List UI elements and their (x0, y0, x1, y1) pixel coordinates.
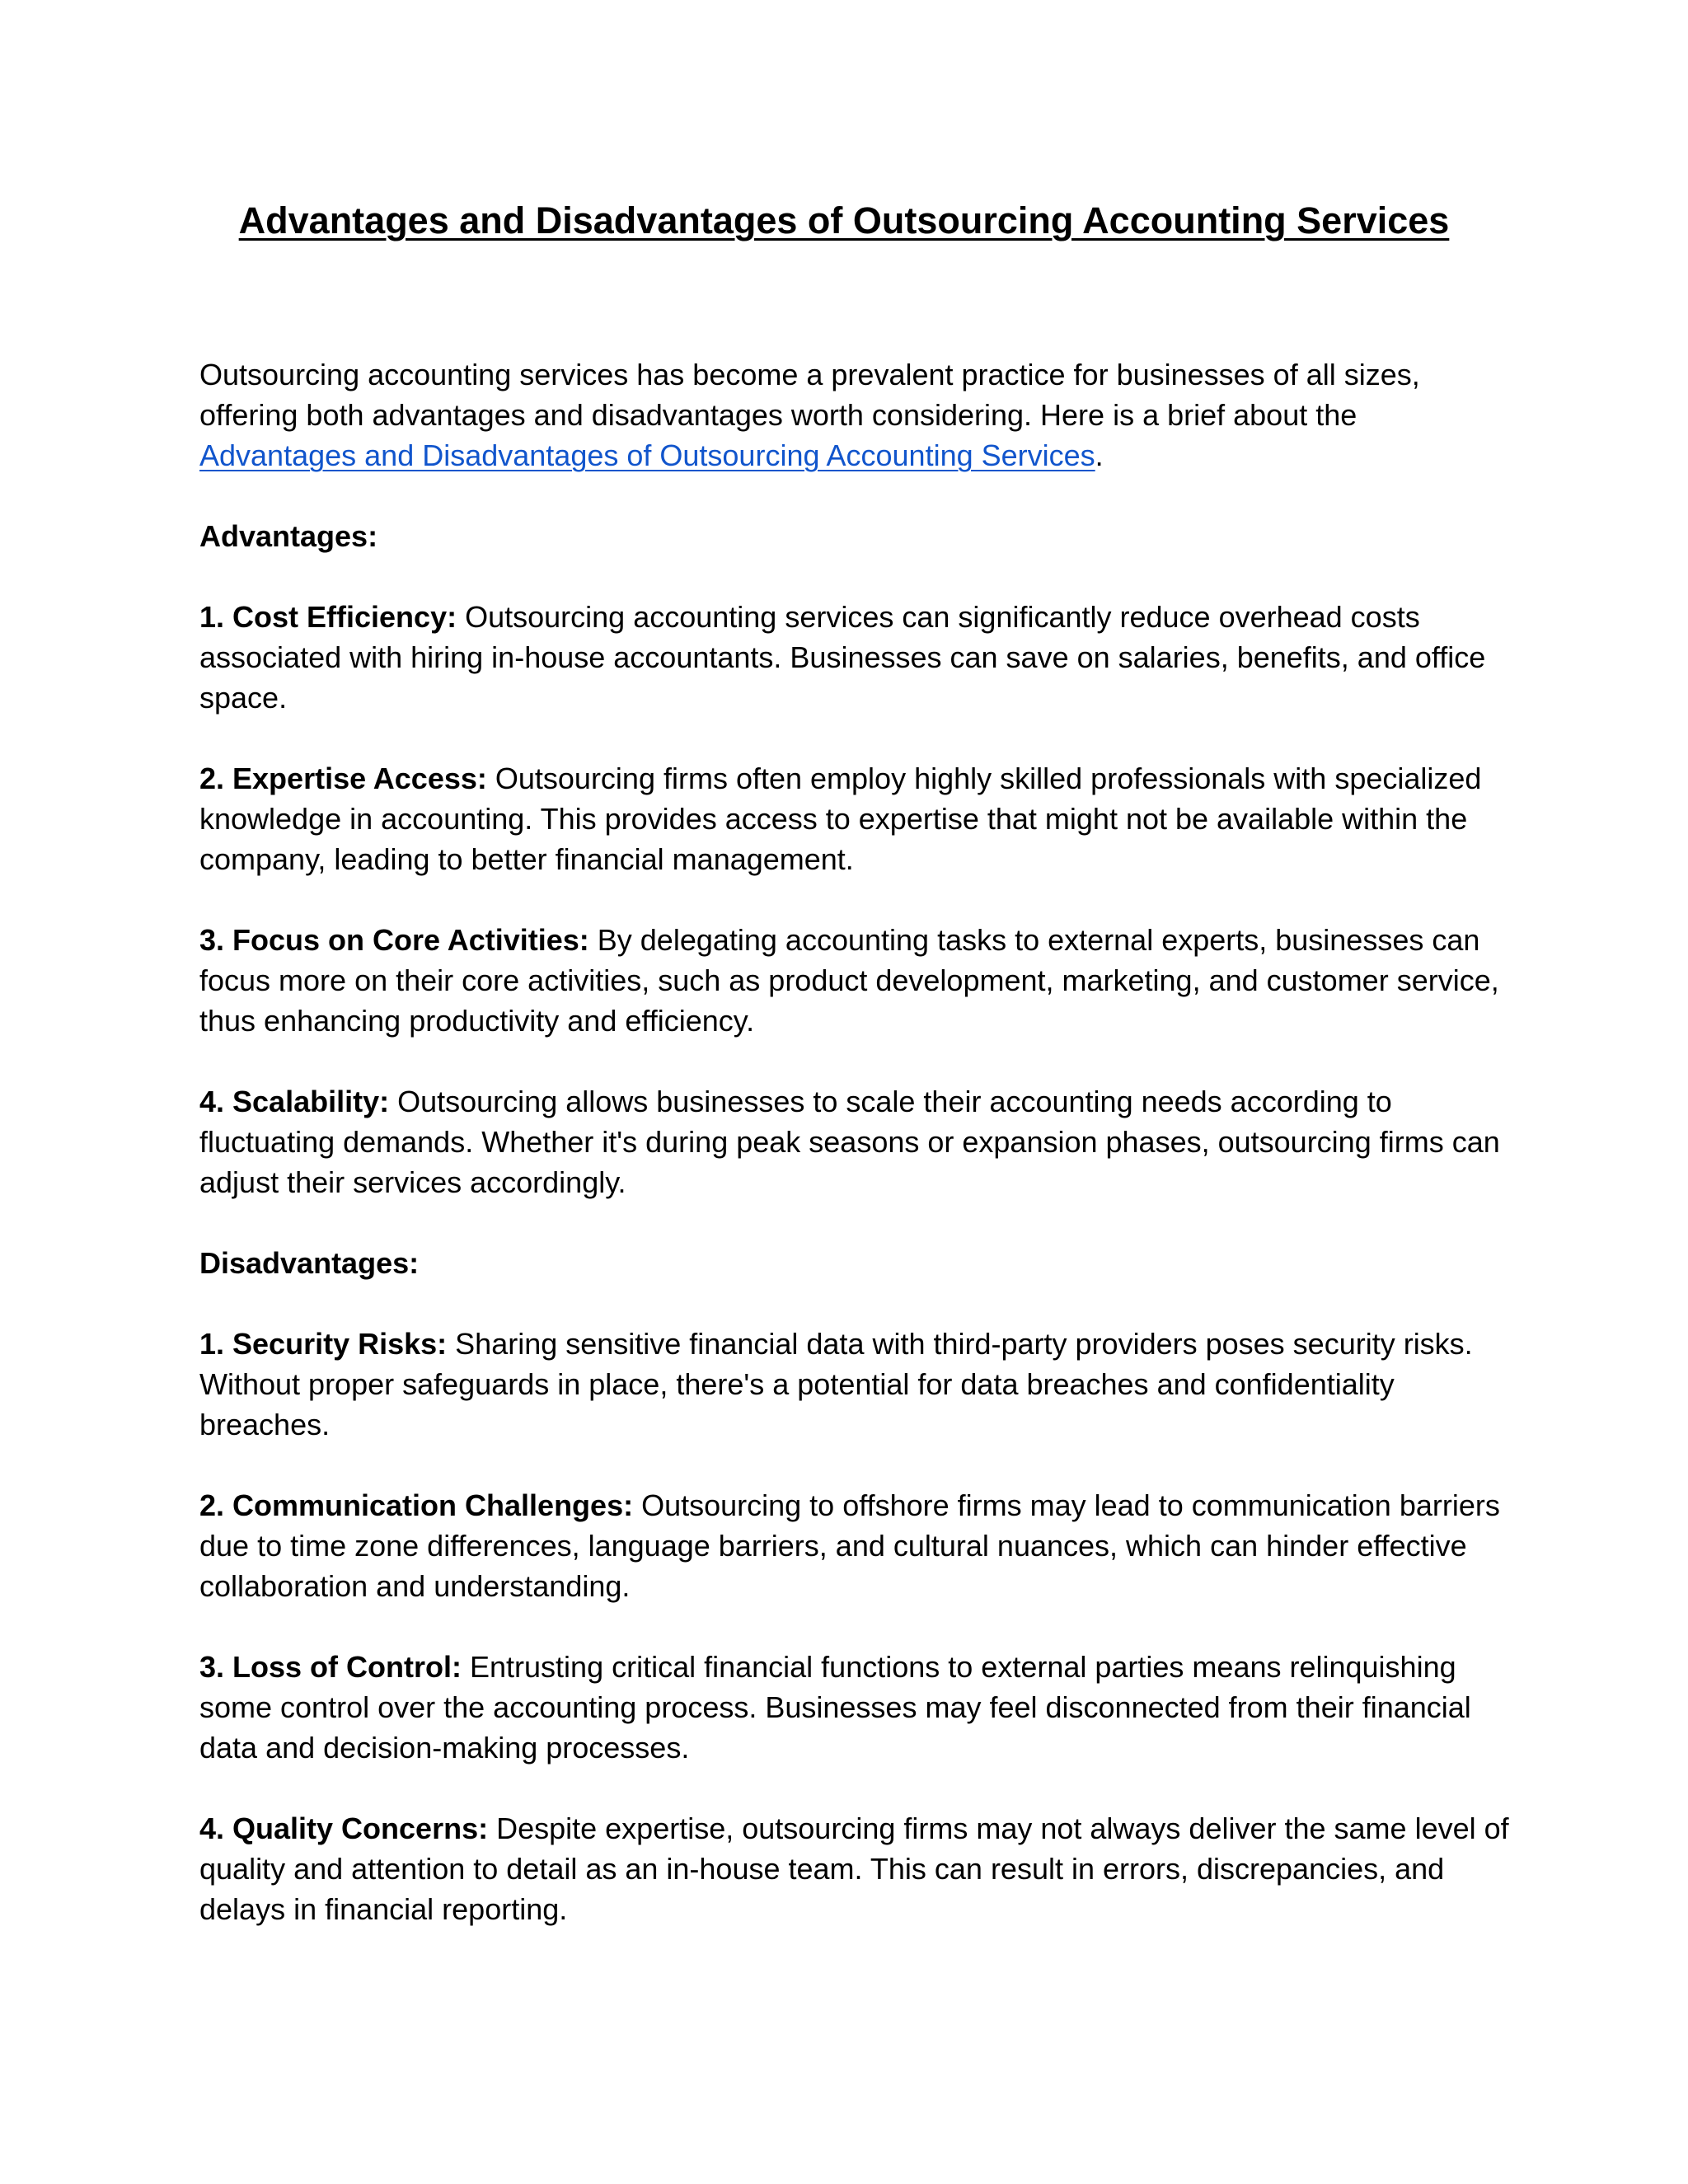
advantage-item (199, 920, 1518, 1041)
disadvantage-text: Entrusting critical financial functions to external parties means relinquishing some control over the accounting process. Businesses may feel disconnected from their financial data and decision-making processes. (199, 1650, 1471, 1765)
advantage-label: 1. Cost Efficiency: (199, 600, 457, 634)
disadvantage-text: Sharing sensitive financial data with third-party providers poses security risks. Without proper safeguards in place, there's a potential for data breaches and confidentiality breaches. (199, 1327, 1473, 1441)
advantage-text: Outsourcing allows businesses to scale their accounting needs according to fluctuating demands. Whether it's during peak seasons or expansion phases, outsourcing firms can adjust their services accordingly. (199, 1085, 1500, 1199)
advantages-heading: Advantages: (199, 519, 378, 553)
disadvantage-text: Outsourcing to offshore firms may lead to communication barriers due to time zone differences, language barriers, and cultural nuances, which can hinder effective collaboration and understanding. (199, 1488, 1500, 1603)
disadvantage-label: 4. Quality Concerns: (199, 1811, 489, 1845)
disadvantages-heading: Disadvantages: (199, 1246, 420, 1280)
intro-paragraph (199, 354, 1518, 476)
advantage-text: Outsourcing firms often employ highly skilled professionals with specialized knowledge in accounting. This provides access to expertise that might not be available within the company, leading to better financial management. (199, 762, 1482, 876)
disadvantage-item (199, 1324, 1518, 1445)
advantage-text: Outsourcing accounting services can significantly reduce overhead costs associated with hiring in-house accountants. Businesses can save on salaries, benefits, and office space. (199, 600, 1486, 715)
disadvantage-text: Despite expertise, outsourcing firms may not always deliver the same level of quality and attention to detail as an in-house team. This can result in errors, discrepancies, and delays in financial reporting. (199, 1811, 1509, 1926)
advantage-label: 4. Scalability: (199, 1085, 390, 1118)
advantage-item (199, 597, 1518, 718)
article-link[interactable]: Advantages and Disadvantages of Outsourcing Accounting Services (199, 438, 1095, 472)
advantage-text: By delegating accounting tasks to external experts, businesses can focus more on their core activities, such as product development, marketing, and customer service, thus enhancing productivity and efficiency. (199, 923, 1499, 1038)
advantage-item (199, 758, 1518, 879)
disadvantage-item (199, 1647, 1518, 1768)
disadvantage-label: 3. Loss of Control: (199, 1650, 462, 1684)
intro-text: Outsourcing accounting services has become a prevalent practice for businesses of all sizes, offering both advantages and disadvantages worth considering. Here is a brief about the (199, 358, 1420, 432)
disadvantage-label: 2. Communication Challenges: (199, 1488, 634, 1522)
disadvantage-item (199, 1485, 1518, 1606)
disadvantage-label: 1. Security Risks: (199, 1327, 448, 1361)
document-body (199, 354, 1518, 1970)
document-title: Advantages and Disadvantages of Outsourcing Accounting Services (238, 199, 1450, 241)
intro-trailing: . (1095, 438, 1104, 472)
advantage-label: 3. Focus on Core Activities: (199, 923, 589, 957)
advantage-label: 2. Expertise Access: (199, 762, 487, 795)
disadvantage-item (199, 1808, 1518, 1929)
advantage-item (199, 1081, 1518, 1202)
